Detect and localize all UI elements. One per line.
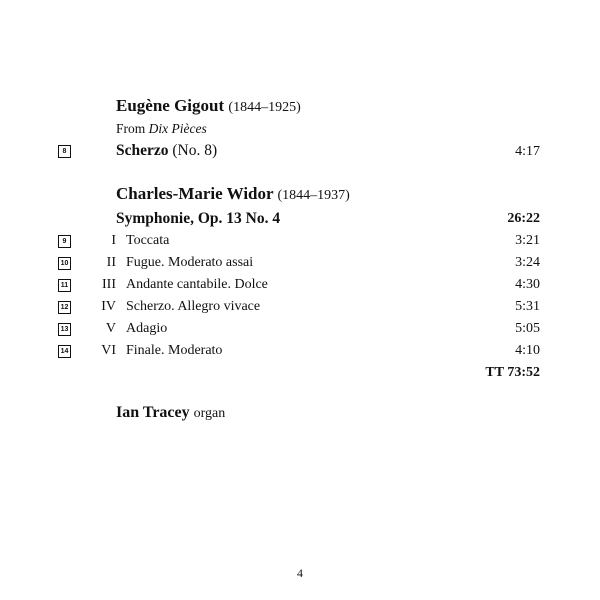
track-number-badge: 14: [58, 345, 71, 358]
composer-dates: (1844–1937): [277, 188, 350, 203]
performer-role: organ: [193, 406, 226, 421]
movement-duration: 3:24: [515, 255, 540, 270]
movement-duration: 4:10: [515, 343, 540, 358]
composer-name: Eugène Gigout: [116, 96, 225, 115]
from-label: From: [116, 121, 146, 136]
collection-title: Dix Pièces: [148, 121, 207, 136]
track-number-badge: 12: [58, 301, 71, 314]
movement-numeral: I: [111, 233, 116, 248]
track-number-badge: 9: [58, 235, 71, 248]
piece-detail: (No. 8): [172, 142, 218, 159]
track-number-badge: 11: [58, 279, 71, 292]
track-number-badge: 13: [58, 323, 71, 336]
movement-numeral: V: [105, 321, 116, 336]
movement-duration: 4:30: [515, 277, 540, 292]
movement-numeral: IV: [101, 299, 116, 314]
movement-title: Fugue. Moderato assai: [126, 255, 254, 270]
work-title: Symphonie, Op. 13 No. 4: [116, 210, 281, 227]
movement-title: Scherzo. Allegro vivace: [126, 299, 261, 314]
movement-title: Adagio: [126, 321, 168, 336]
work-duration: 26:22: [507, 211, 540, 226]
total-time: TT 73:52: [485, 365, 540, 380]
movement-title: Finale. Moderato: [126, 343, 223, 358]
track-number-badge: 10: [58, 257, 71, 270]
composer-dates: (1844–1925): [228, 100, 301, 115]
composer-gigout: [116, 96, 301, 116]
track-duration: 4:17: [515, 144, 540, 159]
movement-numeral: VI: [101, 343, 116, 358]
movement-duration: 5:31: [515, 299, 540, 314]
movement-duration: 5:05: [515, 321, 540, 336]
piece-scherzo: [116, 142, 217, 160]
piece-title: Scherzo: [116, 142, 169, 159]
source-collection: [116, 121, 207, 137]
movement-title: Toccata: [126, 233, 170, 248]
movement-numeral: II: [106, 255, 116, 270]
movement-title: Andante cantabile. Dolce: [126, 277, 268, 292]
performer-name: Ian Tracey: [116, 404, 190, 421]
page-number: 4: [297, 566, 303, 580]
composer-name: Charles-Marie Widor: [116, 184, 274, 203]
movement-duration: 3:21: [515, 233, 540, 248]
composer-widor: [116, 184, 350, 204]
performer-credit: [116, 404, 225, 422]
movement-numeral: III: [102, 277, 116, 292]
track-number-badge: 8: [58, 145, 71, 158]
